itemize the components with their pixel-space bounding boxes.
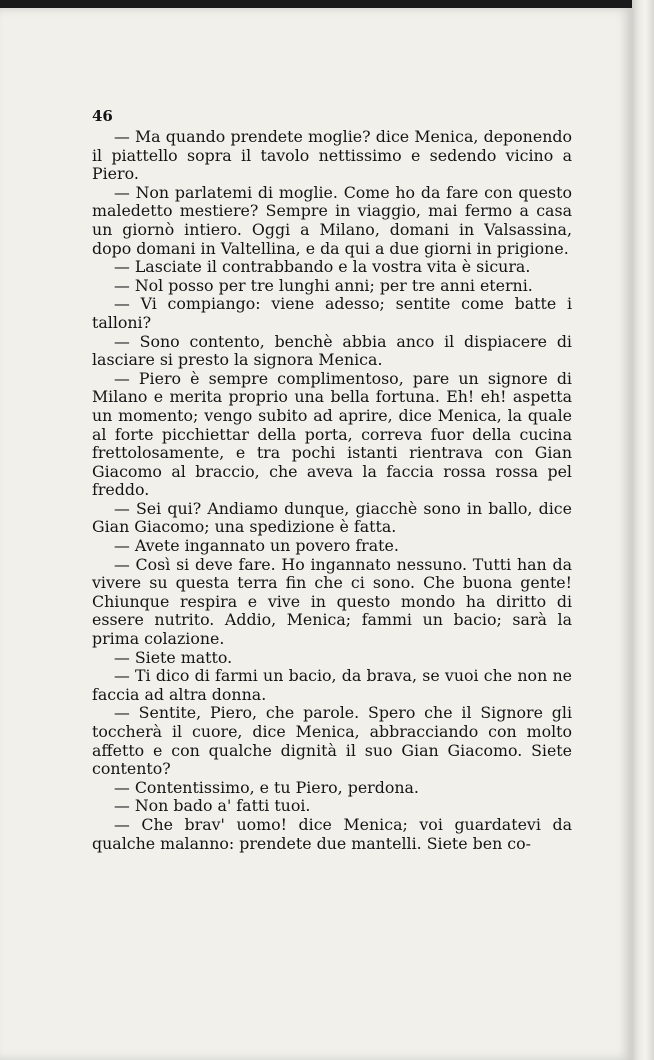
paragraph: — Contentissimo, e tu Piero, perdona. xyxy=(114,777,419,797)
paragraph: — Sono contento, benchè abbia anco il dispiacere di lasciare si presto la signora Menica. xyxy=(92,331,572,370)
paragraph: — Così si deve fare. Ho ingannato nessuno. Tutti han da vivere su questa terra fin che ci sono. Che buona gente! Chiunque respira e vive in questo mondo ha diritto di essere nutrito. Addio, Menica; fammi un bacio; sarà la prima colazione. xyxy=(92,554,572,649)
paragraph: — Sentite, Piero, che parole. Spero che il Signore gli toccherà il cuore, dice Menica, abbracciando con molto affetto e con qualche dignità il suo Gian Giacomo. Siete contento? xyxy=(92,703,572,779)
paragraph: — Vi compiango: viene adesso; sentite come batte i talloni? xyxy=(92,294,572,332)
page-number: 46 xyxy=(92,107,113,125)
paragraph: — Ti dico di farmi un bacio, da brava, se vuoi che non ne faccia ad altra donna. xyxy=(92,666,572,704)
paragraph: — Lasciate il contrabbando e la vostra vita è sicura. xyxy=(114,257,531,277)
paragraph: — Nol posso per tre lunghi anni; per tre anni eterni. xyxy=(114,275,533,295)
paragraph: — Piero è sempre complimentoso, pare un signore di Milano e merita proprio una bella fortuna. Eh! eh! aspetta un momento; vengo subito ad aprire, dice Menica, la quale al forte picchiettar della porta, correva fuor della cucina frettolosamente, e tra pochi istanti rientrava con Gian Giacomo al braccio, che aveva la faccia rossa rossa pel freddo. xyxy=(92,368,572,500)
page-text xyxy=(92,106,572,853)
book-spine-edge xyxy=(632,0,654,1060)
paragraph: — Non parlatemi di moglie. Come ho da fare con questo maledetto mestiere? Sempre in viaggio, mai fermo a casa un giornò intiero. Oggi a Milano, domani in Valsassina, dopo domani in Valtellina, e da qui a due giorni in prigione. xyxy=(92,182,572,258)
paragraph: — Che brav' uomo! dice Menica; voi guardatevi da qualche malanno: prendete due mantelli. Siete ben co- xyxy=(92,814,572,853)
paragraph: — Non bado a' fatti tuoi. xyxy=(114,796,311,816)
paragraph: — Sei qui? Andiamo dunque, giacchè sono in ballo, dice Gian Giacomo; una spedizione è fatta. xyxy=(92,498,572,537)
paragraph: — Ma quando prendete moglie? dice Menica, deponendo il piattello sopra il tavolo nettissimo e sedendo vicino a Piero. xyxy=(92,127,572,184)
book-page xyxy=(0,8,632,1060)
paragraph: — Siete matto. xyxy=(114,647,233,667)
paragraph: — Avete ingannato un povero frate. xyxy=(114,536,399,556)
